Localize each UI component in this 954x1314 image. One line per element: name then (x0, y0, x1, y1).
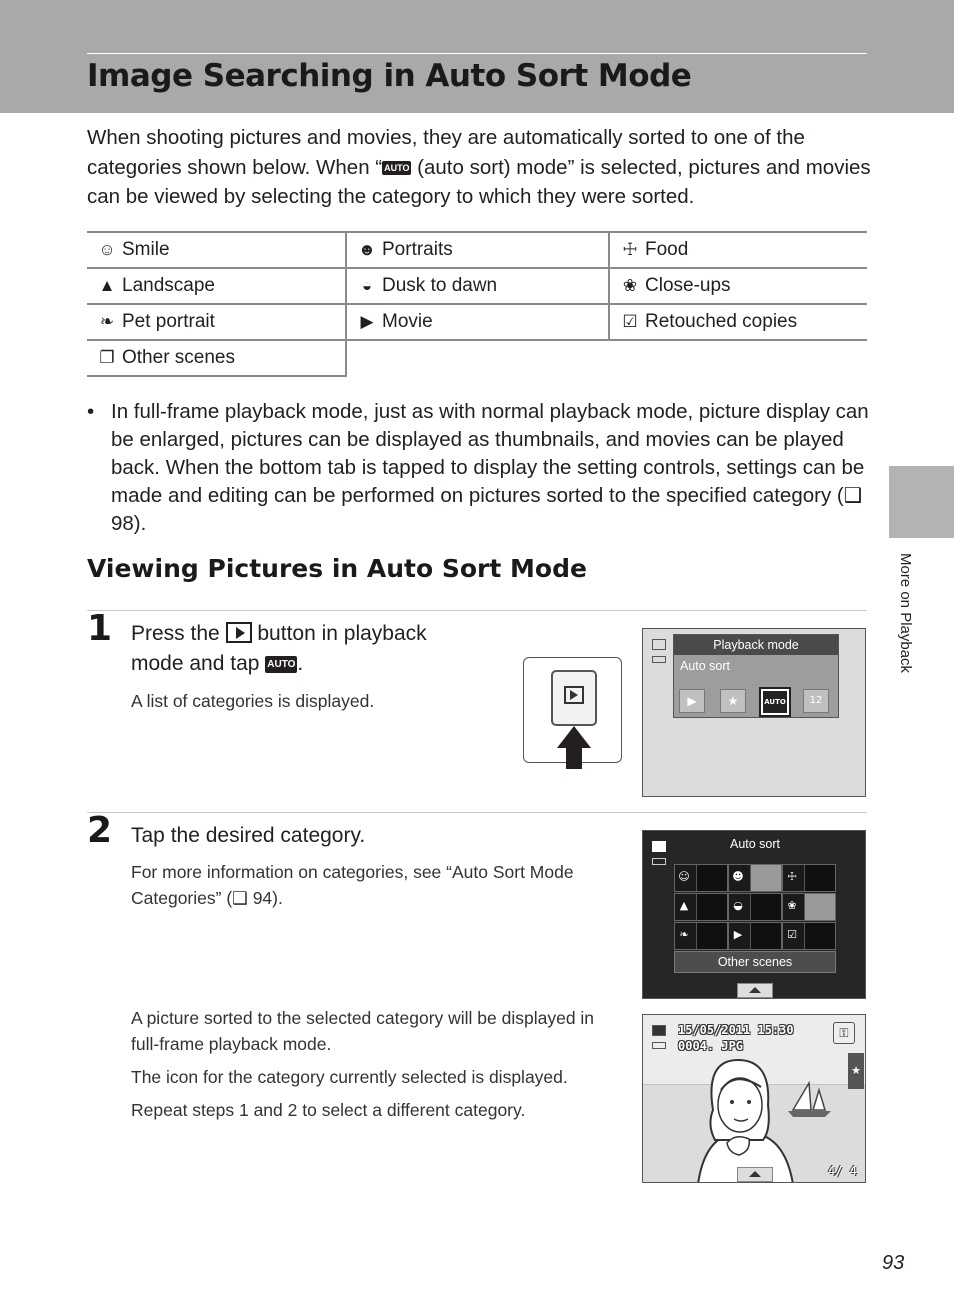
category-label: Landscape (122, 275, 215, 296)
category-label: Food (645, 239, 689, 260)
header-band (0, 0, 954, 113)
step1-head-c: mode and tap (131, 652, 266, 675)
category-cell-smile[interactable] (674, 864, 728, 892)
auto-sort-screen (642, 830, 866, 999)
category-dusk-to-dawn (346, 268, 609, 304)
menu-title: Playback mode (674, 635, 838, 655)
page-number: 93 (882, 1252, 905, 1274)
thumbnail (750, 894, 781, 920)
playback-mode-menu (673, 634, 839, 718)
category-label: Portraits (382, 239, 453, 260)
battery-icon (652, 656, 666, 663)
movie-camera-icon: ▶ (360, 312, 374, 331)
category-cell-dusk-to-dawn[interactable] (728, 893, 782, 921)
category-cell-movie[interactable] (728, 922, 782, 950)
portrait-icon: ☻ (732, 870, 744, 883)
result-text-1: A picture sorted to the selected category will be displayed in full-frame playback mode. (131, 1008, 595, 1054)
step1-number: 1 (87, 608, 113, 649)
dusk-icon: ◒ (361, 276, 373, 295)
category-portraits (346, 232, 609, 268)
favorites-icon[interactable]: ★ (720, 689, 746, 713)
result-text-3: Repeat steps 1 and 2 to select a different category. (131, 1100, 526, 1120)
auto-sort-icon[interactable]: AUTO (761, 689, 789, 715)
retouch-icon: ☑ (787, 928, 797, 941)
auto-sort-icon: AUTO (265, 656, 297, 673)
playback-button-icon (226, 622, 252, 643)
category-label: Pet portrait (122, 311, 215, 332)
step1-head-a: Press the (131, 622, 226, 645)
category-cell-retouched[interactable] (782, 922, 836, 950)
thumbnail (696, 894, 727, 920)
category-smile (87, 232, 346, 268)
screen-title: Auto sort (729, 837, 781, 851)
side-tab (889, 466, 954, 538)
bottom-tab[interactable] (737, 1167, 773, 1182)
auto-sort-icon: AUTO (384, 162, 410, 173)
thumbnail (750, 923, 781, 949)
page-title: Image Searching in Auto Sort Mode (87, 58, 692, 94)
category-close-ups (609, 268, 867, 304)
header-rule (87, 53, 867, 54)
favorite-star-icon[interactable]: ★ (848, 1053, 864, 1089)
auto-small-icon (652, 1025, 666, 1036)
category-label: Dusk to dawn (382, 275, 498, 296)
table-row (87, 232, 867, 268)
category-landscape (87, 268, 346, 304)
step2-body: For more information on categories, see “Auto Sort Mode Categories” (❑ 94). (131, 862, 574, 908)
bullet-note (87, 398, 877, 538)
playback-mode-screen (642, 628, 866, 797)
flower-icon: ❀ (622, 276, 638, 295)
food-icon: ☩ (787, 870, 797, 883)
category-other-scenes (87, 340, 346, 376)
frame-counter: 4/ 4 (828, 1164, 857, 1178)
dusk-icon: ◒ (733, 899, 743, 912)
thumbnail (804, 923, 835, 949)
category-cell-close-ups[interactable] (782, 893, 836, 921)
section-title: Viewing Pictures in Auto Sort Mode (87, 554, 587, 583)
table-row (87, 340, 867, 376)
thumbnail (696, 923, 727, 949)
bullet-dot-icon: • (87, 400, 95, 423)
camera-playback-button-illustration (523, 657, 622, 763)
date-time-readout: 15/05/2011 15:30 (678, 1023, 794, 1037)
lock-icon[interactable]: ⚿ (833, 1022, 855, 1044)
other-scenes-button[interactable]: Other scenes (674, 951, 836, 973)
intro-text-part2: (auto sort) mode” is selected, pictures and movies can be viewed by selecting the category to which they were sorted. (87, 155, 871, 208)
thumbnail (804, 894, 835, 920)
pet-icon: ❧ (679, 928, 689, 941)
smile-icon: ☺ (678, 870, 690, 883)
other-scenes-icon: ❐ (99, 348, 115, 367)
pet-icon: ❧ (99, 312, 115, 331)
step1-body: A list of categories is displayed. (131, 691, 375, 711)
landscape-icon: ▲ (98, 276, 116, 295)
category-movie (346, 304, 609, 340)
category-cell-landscape[interactable] (674, 893, 728, 921)
result-text-2: The icon for the category currently selected is displayed. (131, 1067, 568, 1087)
press-arrow-icon (557, 726, 591, 748)
category-label: Close-ups (645, 275, 731, 296)
press-arrow-stem (566, 747, 582, 769)
smile-icon: ☺ (98, 240, 116, 259)
intro-text-part1: When shooting pictures and movies, they are automatically sorted to one of the categories shown below. When “ (87, 126, 805, 179)
step1-head-b: button in playback (251, 622, 427, 645)
landscape-icon: ▲ (679, 899, 689, 912)
category-pet-portrait (87, 304, 346, 340)
category-food (609, 232, 867, 268)
flower-icon: ❀ (787, 899, 797, 912)
movie-camera-icon: ▶ (733, 928, 743, 941)
category-label: Movie (382, 311, 433, 332)
step2-rule (87, 812, 867, 813)
bullet-text: In full-frame playback mode, just as with normal playback mode, picture display can be enlarged, pictures can be displayed as thumbnails, and movies can be played back. When the bottom tab is tapped to display the setting controls, settings can be made and editing can be performed on pictures sorted to the specified category (❑ 98). (111, 400, 869, 535)
table-row (87, 304, 867, 340)
step1-rule (87, 610, 867, 611)
battery-icon (652, 858, 666, 865)
playback-key (551, 670, 597, 726)
step1-heading (131, 619, 427, 679)
table-row (87, 268, 867, 304)
play-mode-icon[interactable]: ▶ (679, 689, 705, 713)
bottom-tab[interactable] (737, 983, 773, 998)
step2-number: 2 (87, 810, 113, 851)
step1-head-d: . (297, 652, 304, 675)
category-retouched-copies (609, 304, 867, 340)
retouch-icon: ☑ (622, 312, 638, 331)
battery-icon (652, 1042, 666, 1049)
file-name: 0004. JPG (678, 1039, 744, 1053)
category-label: Retouched copies (645, 311, 798, 332)
full-frame-playback-screen (642, 1014, 866, 1183)
side-tab-label: More on Playback (897, 553, 914, 674)
play-small-icon (652, 639, 666, 650)
category-label: Other scenes (122, 347, 235, 368)
category-label: Smile (122, 239, 170, 260)
menu-subtitle: Auto sort (680, 659, 731, 673)
thumbnail (696, 865, 727, 891)
empty-cell (346, 340, 867, 376)
category-cell-portraits[interactable] (728, 864, 782, 892)
food-icon: ☩ (622, 240, 638, 259)
thumbnail (750, 865, 781, 891)
category-cell-food[interactable] (782, 864, 836, 892)
thumbnail (804, 865, 835, 891)
intro-paragraph (87, 123, 877, 212)
category-cell-pet-portrait[interactable] (674, 922, 728, 950)
play-icon (564, 686, 584, 704)
category-table (87, 231, 867, 377)
list-by-date-icon[interactable]: 12 (803, 689, 829, 713)
portrait-icon: ☻ (358, 240, 376, 259)
step2-heading: Tap the desired category. (131, 824, 366, 847)
